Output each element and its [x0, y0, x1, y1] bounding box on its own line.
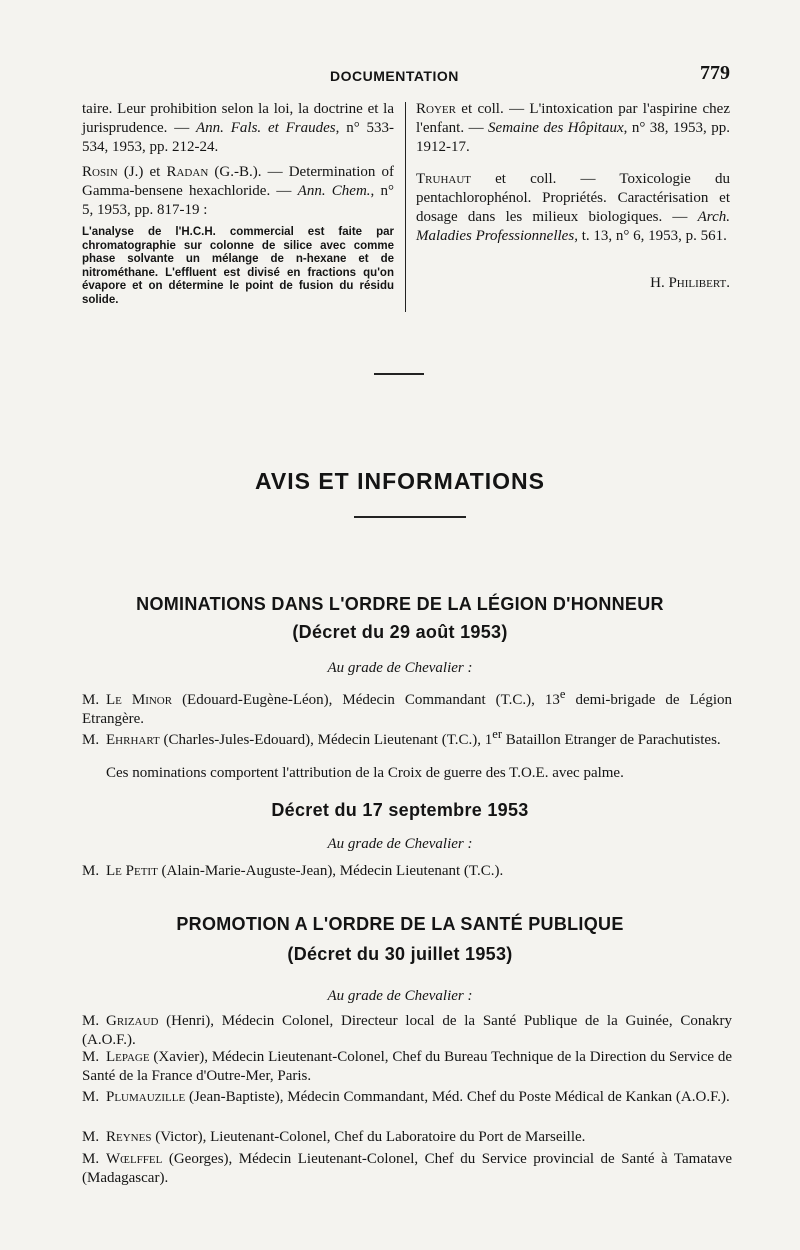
sante-publique-title: PROMOTION A L'ORDRE DE LA SANTÉ PUBLIQUE — [176, 914, 624, 934]
legion-decree-date: (Décret du 29 août 1953) — [292, 622, 508, 642]
section-title-avis: AVIS ET INFORMATIONS — [254, 468, 546, 494]
nominee-entry: M. Wœlffel (Georges), Médecin Lieutenant-Colonel, Chef du Service provincial de Santé à Tamatave (Madagascar). — [82, 1151, 732, 1186]
nominee-entry: M. Reynes (Victor), Lieutenant-Colonel, Chef du Laboratoire du Port de Marseille. — [82, 1129, 586, 1145]
grade-label: Au grade de Chevalier : — [327, 988, 473, 1004]
nominee-entry: M. Le Petit (Alain-Marie-Auguste-Jean), Médecin Lieutenant (T.C.). — [82, 863, 504, 879]
bibliography-entry-rosin: Rosin (J.) et Radan (G.-B.). — Determination of Gamma-bensene hexachloride. — Ann. Chem., n° 5, 1953, pp. 817-19 : — [82, 164, 394, 218]
running-head: DOCUMENTATION — [330, 68, 459, 84]
separator-rule — [374, 373, 424, 375]
decree-september-title: Décret du 17 septembre 1953 — [271, 800, 529, 820]
bibliography-entry-continuation: taire. Leur prohibition selon la loi, la doctrine et la jurisprudence. — Ann. Fals. et Fraudes, n° 533-534, 1953, pp. 212-24. — [82, 101, 394, 155]
legion-title: NOMINATIONS DANS L'ORDRE DE LA LÉGION D'HONNEUR — [136, 594, 664, 614]
nominee-entry: M. Grizaud (Henri), Médecin Colonel, Directeur local de la Santé Publique de la Guinée, Conakry (A.O.F.). — [82, 1013, 732, 1048]
right-column — [416, 100, 730, 293]
bibliography-entry-truhaut: Truhaut et coll. — Toxicologie du pentachlorophénol. Propriétés. Caractérisation et dosage dans les milieux biologiques. — Arch. Maladies Professionnelles, t. 13, n° 6, 1953, p. 561. — [416, 171, 730, 244]
page-number: 779 — [700, 62, 730, 84]
nominee-entry: M. Le Minor (Edouard-Eugène-Léon), Médecin Commandant (T.C.), 13e demi-brigade de Légion Etrangère. — [82, 687, 732, 727]
bibliography-entry-royer: Royer et coll. — L'intoxication par l'aspirine chez l'enfant. — Semaine des Hôpitaux, n° 38, 1953, pp. 1912-17. — [416, 101, 730, 155]
author-signature: H. Philibert. — [650, 275, 730, 291]
sante-decree-date: (Décret du 30 juillet 1953) — [287, 944, 513, 964]
nominee-entry: M. Lepage (Xavier), Médecin Lieutenant-Colonel, Chef du Bureau Technique de la Direction du Service de Santé de la France d'Outre-Mer, Paris. — [82, 1049, 732, 1084]
separator-rule — [354, 516, 466, 518]
rosin-abstract: L'analyse de l'H.C.H. commercial est faite par chromatographie sur colonne de silice avec comme phase solvante un mélange de n-hexane et de nitrométhane. L'effluent est divisé en fractions qu'on évapore et on détermine le point de fusion du résidu solide. — [82, 226, 394, 306]
column-divider — [405, 102, 406, 312]
left-column — [82, 100, 394, 307]
grade-label: Au grade de Chevalier : — [327, 660, 473, 676]
croix-de-guerre-note: Ces nominations comportent l'attribution de la Croix de guerre des T.O.E. avec palme. — [106, 765, 624, 781]
grade-label: Au grade de Chevalier : — [327, 836, 473, 852]
nominee-entry: M. Plumauzille (Jean-Baptiste), Médecin Commandant, Méd. Chef du Poste Médical de Kankan (A.O.F.). — [82, 1089, 730, 1105]
nominee-entry: M. Ehrhart (Charles-Jules-Edouard), Médecin Lieutenant (T.C.), 1er Bataillon Etranger de Parachutistes. — [82, 727, 721, 748]
